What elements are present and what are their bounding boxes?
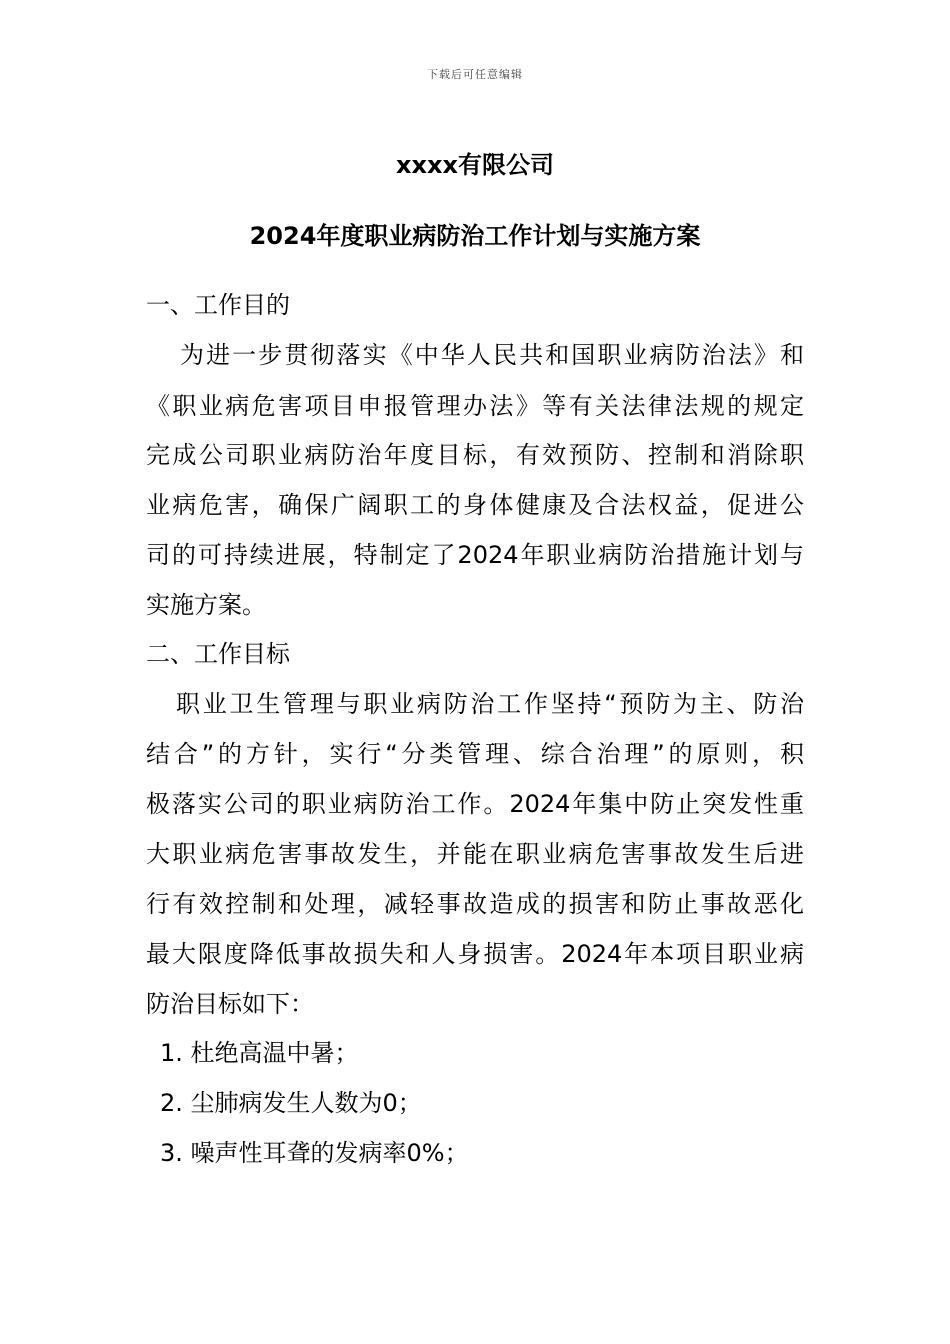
- paragraph-line: 行有效控制和处理，减轻事故造成的损害和防止事故恶化: [146, 890, 804, 918]
- header-note: 下载后可任意编辑: [427, 68, 523, 81]
- document-title: 2024年度职业病防治工作计划与实施方案: [249, 222, 701, 250]
- paragraph-line: 为进一步贯彻落实《中华人民共和国职业病防治法》和: [180, 341, 804, 369]
- paragraph-line: 最大限度降低事故损失和人身损害。2024年本项目职业病: [146, 940, 804, 968]
- paragraph-line: 业病危害，确保广阔职工的身体健康及合法权益，促进公: [146, 491, 804, 519]
- company-name: xxxx有限公司: [396, 151, 554, 179]
- section-heading-purpose: 一、工作目的: [146, 291, 290, 319]
- paragraph-line: 《职业病危害项目申报管理办法》等有关法律法规的规定: [146, 392, 804, 420]
- paragraph-line: 职业卫生管理与职业病防治工作坚持“预防为主、防治: [176, 690, 804, 718]
- list-item: 2. 尘肺病发生人数为0；: [160, 1089, 422, 1117]
- list-item: 1. 杜绝高温中暑；: [160, 1039, 359, 1067]
- paragraph-line: 防治目标如下：: [146, 990, 314, 1018]
- paragraph-line: 极落实公司的职业病防治工作。2024年集中防止突发性重: [146, 790, 804, 818]
- paragraph-line: 实施方案。: [146, 591, 266, 619]
- paragraph-line: 结合”的方针，实行“分类管理、综合治理”的原则，积: [146, 740, 804, 768]
- paragraph-line: 司的可持续进展，特制定了2024年职业病防治措施计划与: [146, 541, 804, 569]
- list-item: 3. 噪声性耳聋的发病率0%；: [160, 1139, 469, 1167]
- paragraph-line: 大职业病危害事故发生，并能在职业病危害事故发生后进: [146, 840, 804, 868]
- section-heading-goals: 二、工作目标: [146, 640, 290, 668]
- paragraph-line: 完成公司职业病防治年度目标，有效预防、控制和消除职: [146, 441, 804, 469]
